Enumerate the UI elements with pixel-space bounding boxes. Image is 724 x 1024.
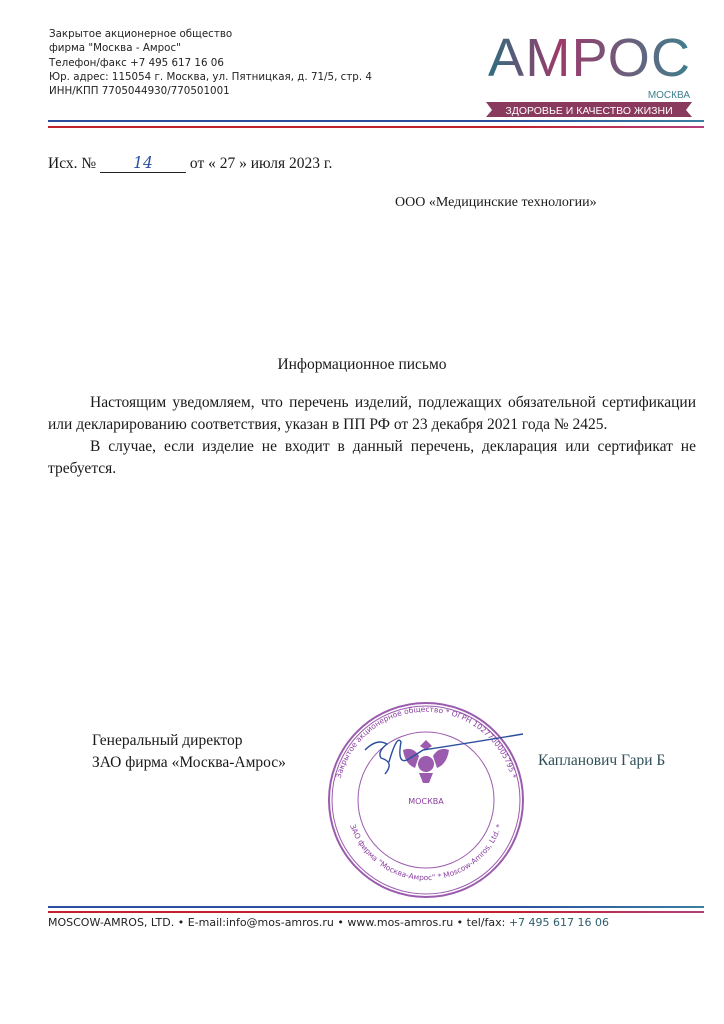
ref-number: 14 [100, 154, 186, 173]
header-line: Закрытое акционерное общество [49, 28, 233, 40]
signatory-name: Капланович Гари Б [538, 752, 666, 769]
stamp-inner-text-wrap [348, 823, 504, 882]
paragraph: Настоящим уведомляем, что перечень изделий, подлежащих обязательной сертификации или декларированию соответствия, указан в ПП РФ от 23 декабря 2021 года № 2425. [48, 394, 696, 433]
recipient: ООО «Медицинские технологии» [395, 195, 597, 210]
header-divider-red [48, 126, 704, 128]
stamp-city: МОСКВА [408, 797, 444, 806]
header-line: Телефон/факс +7 495 617 16 06 [49, 56, 224, 69]
logo-slogan: ЗДОРОВЬЕ И КАЧЕСТВО ЖИЗНИ [505, 105, 673, 117]
company-stamp [326, 700, 526, 900]
company-header [49, 27, 372, 98]
footer-website[interactable]: www.mos-amros.ru [347, 916, 454, 929]
stamp-inner-text: ЗАО фирма "Москва-Амрос" * Moscow-Amros, Ltd. * [348, 822, 504, 883]
header-divider-blue [48, 120, 704, 122]
signatory [92, 730, 286, 774]
logo-city: МОСКВА [647, 90, 690, 101]
ref-prefix: Исх. № [48, 155, 97, 172]
letter-body [48, 392, 696, 480]
footer-divider-blue [48, 906, 704, 908]
header-line: фирма "Москва - Амрос" [49, 42, 181, 55]
footer-tel-label: tel/fax: [466, 916, 506, 929]
header-line: Юр. адрес: 115054 г. Москва, ул. Пятницкая, д. 71/5, стр. 4 [49, 70, 372, 83]
signatory-company: ЗАО фирма «Москва-Амрос» [92, 754, 286, 771]
logo-name: АМРОС [488, 28, 690, 88]
footer-tel: +7 495 617 16 06 [508, 916, 610, 929]
footer-contacts: MOSCOW-AMROS, LTD. • E-mail:info@mos-amros.ru • www.mos-amros.ru • tel/fax: +7 495 617 16 06 [48, 916, 610, 929]
letter-title: Информационное письмо [277, 356, 447, 373]
footer-company: MOSCOW-AMROS, LTD. [48, 916, 175, 929]
header-line: ИНН/КПП 7705044930/770501001 [49, 85, 230, 98]
footer-email[interactable]: E-mail:info@mos-amros.ru [187, 916, 334, 929]
outgoing-ref [48, 154, 332, 173]
signatory-position: Генеральный директор [92, 732, 243, 749]
handwritten-signature [355, 732, 525, 782]
ref-date: от « 27 » июля 2023 г. [189, 155, 333, 172]
amros-logo [486, 26, 696, 118]
footer-divider-red [48, 911, 704, 913]
paragraph: В случае, если изделие не входит в данный перечень, декларация или сертификат не требуется. [48, 438, 696, 477]
stamp-outer-text: Закрытое акционерное общество * ОГРН 1027700005795 * [333, 704, 519, 780]
